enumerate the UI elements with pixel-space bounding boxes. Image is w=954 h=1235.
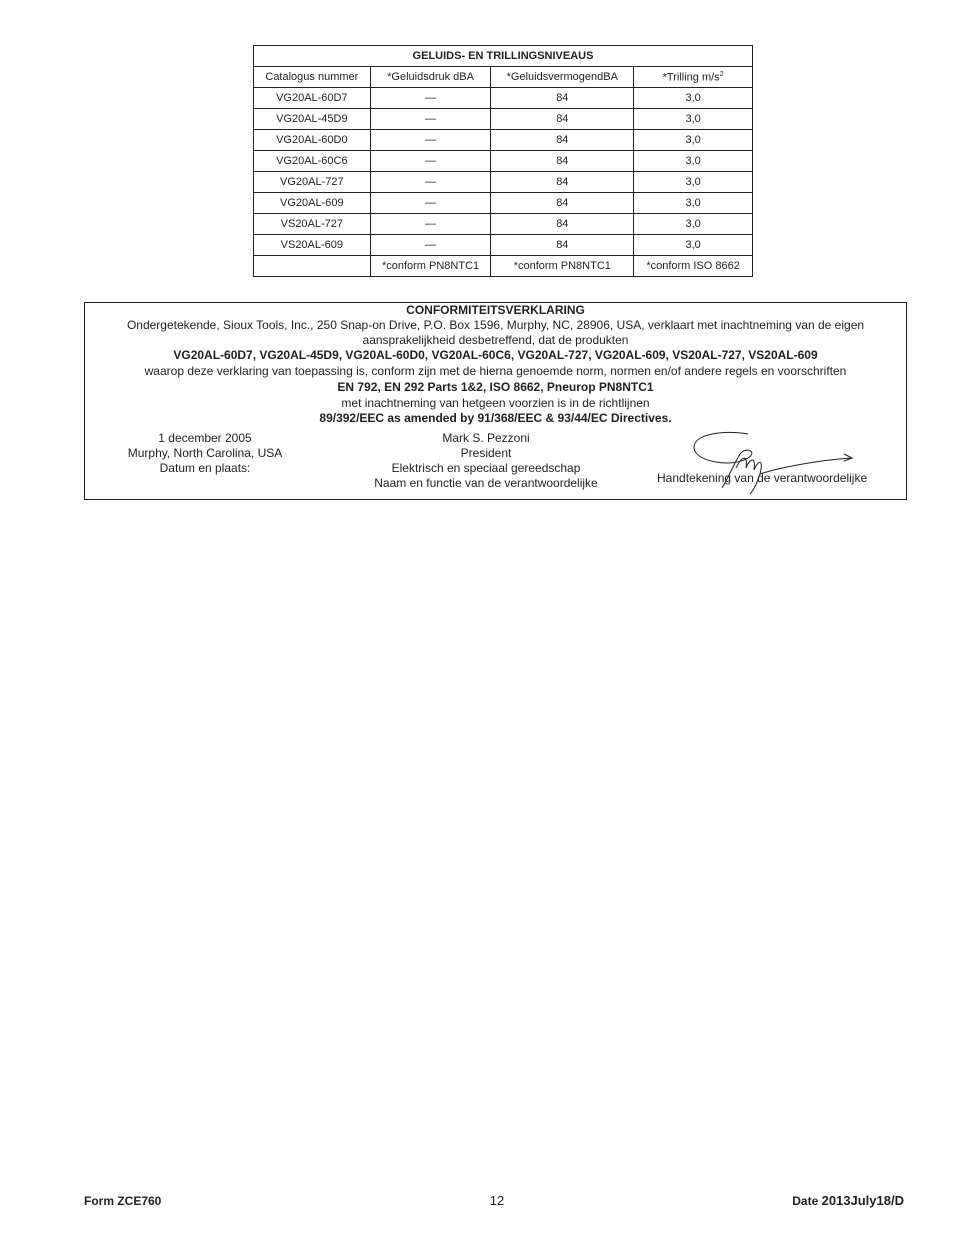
name-function-label: Naam en functie van de verantwoordelijke: [374, 476, 598, 490]
declaration-conformity-line: waarop deze verklaring van toepassing is, conform zijn met de hierna genoemde norm, normen en/of andere regels en voorschriften: [144, 364, 847, 378]
date-place-block: [115, 431, 295, 476]
cell-catalog-number: VG20AL-60C6: [254, 151, 371, 172]
table-row: [254, 193, 753, 214]
cell-vibration: 3,0: [634, 172, 753, 193]
cell-catalog-number: VG20AL-45D9: [254, 109, 371, 130]
signature-label: Handtekening van de verantwoordelijke: [657, 471, 868, 485]
declaration-intro-line: Ondergetekende, Sioux Tools, Inc., 250 Snap-on Drive, P.O. Box 1596, Murphy, NC, 28906, USA, verklaart met inachtneming van de eigen: [126, 318, 865, 332]
footer-empty-cell: [254, 256, 371, 277]
cell-catalog-number: VG20AL-727: [254, 172, 371, 193]
cell-catalog-number: VG20AL-609: [254, 193, 371, 214]
header-vibration: [634, 67, 753, 88]
signer-block: [356, 431, 616, 491]
cell-catalog-number: VS20AL-727: [254, 214, 371, 235]
cell-vibration: 3,0: [634, 214, 753, 235]
cell-vibration: 3,0: [634, 193, 753, 214]
cell-vibration: 3,0: [634, 88, 753, 109]
document-date-label: Date: [792, 1194, 819, 1208]
table-row: [254, 214, 753, 235]
table-row: [254, 130, 753, 151]
cell-vibration: 3,0: [634, 235, 753, 256]
signer-title: President: [460, 446, 512, 460]
table-footer-row: [254, 256, 753, 277]
page-number: 12: [489, 1193, 505, 1208]
cell-sound-pressure: —: [370, 193, 491, 214]
declaration-date: 1 december 2005: [158, 431, 252, 445]
signer-department: Elektrisch en speciaal gereedschap: [391, 461, 581, 475]
signer-name: Mark S. Pezzoni: [442, 431, 530, 445]
cell-catalog-number: VG20AL-60D0: [254, 130, 371, 151]
cell-sound-pressure: —: [370, 151, 491, 172]
cell-sound-power: 84: [491, 130, 634, 151]
document-date: [792, 1193, 904, 1208]
table-title: GELUIDS- EN TRILLINGSNIVEAUS: [254, 46, 753, 67]
declaration-intro-line-2: aansprakelijkheid desbetreffend, dat de produkten: [362, 333, 629, 347]
header-catalog-number: Catalogus nummer: [254, 67, 371, 88]
table-row: [254, 151, 753, 172]
noise-vibration-table: [253, 45, 753, 277]
cell-sound-pressure: —: [370, 235, 491, 256]
cell-sound-pressure: —: [370, 109, 491, 130]
declaration-directives-intro: met inachtneming van hetgeen voorzien is in de richtlijnen: [341, 396, 650, 410]
cell-sound-power: 84: [491, 172, 634, 193]
cell-sound-power: 84: [491, 235, 634, 256]
declaration-title: CONFORMITEITSVERKLARING: [406, 303, 585, 317]
cell-sound-power: 84: [491, 193, 634, 214]
cell-vibration: 3,0: [634, 151, 753, 172]
cell-sound-power: 84: [491, 151, 634, 172]
header-sound-power: *GeluidsvermogendBA: [491, 67, 634, 88]
cell-sound-pressure: —: [370, 88, 491, 109]
cell-sound-power: 84: [491, 214, 634, 235]
table-row: [254, 109, 753, 130]
footer-vibration-standard: *conform ISO 8662: [634, 256, 753, 277]
cell-sound-pressure: —: [370, 130, 491, 151]
cell-vibration: 3,0: [634, 109, 753, 130]
table-header-row: [254, 67, 753, 88]
declaration-place: Murphy, North Carolina, USA: [127, 446, 283, 460]
footer-sound-power-standard: *conform PN8NTC1: [491, 256, 634, 277]
cell-sound-pressure: —: [370, 172, 491, 193]
declaration-directives: 89/392/EEC as amended by 91/368/EEC & 93/44/EC Directives.: [319, 411, 672, 425]
document-date-value: 2013July18/D: [821, 1193, 904, 1208]
form-number: Form ZCE760: [84, 1194, 162, 1208]
header-vibration-superscript: 2: [719, 70, 724, 78]
table-row: [254, 172, 753, 193]
date-place-label: Datum en plaats:: [159, 461, 251, 475]
table-row: [254, 235, 753, 256]
cell-catalog-number: VS20AL-609: [254, 235, 371, 256]
cell-vibration: 3,0: [634, 130, 753, 151]
declaration-standards: EN 792, EN 292 Parts 1&2, ISO 8662, Pneurop PN8NTC1: [337, 380, 654, 394]
declaration-products: VG20AL-60D7, VG20AL-45D9, VG20AL-60D0, VG20AL-60C6, VG20AL-727, VG20AL-609, VS20AL-727, VS20AL-609: [173, 348, 818, 362]
cell-sound-power: 84: [491, 88, 634, 109]
cell-sound-pressure: —: [370, 214, 491, 235]
header-vibration-label: *Trilling m/s: [662, 71, 720, 84]
conformity-declaration: [84, 302, 907, 500]
footer-sound-pressure-standard: *conform PN8NTC1: [370, 256, 491, 277]
cell-catalog-number: VG20AL-60D7: [254, 88, 371, 109]
table-row: [254, 88, 753, 109]
cell-sound-power: 84: [491, 109, 634, 130]
header-sound-pressure: *Geluidsdruk dBA: [370, 67, 491, 88]
